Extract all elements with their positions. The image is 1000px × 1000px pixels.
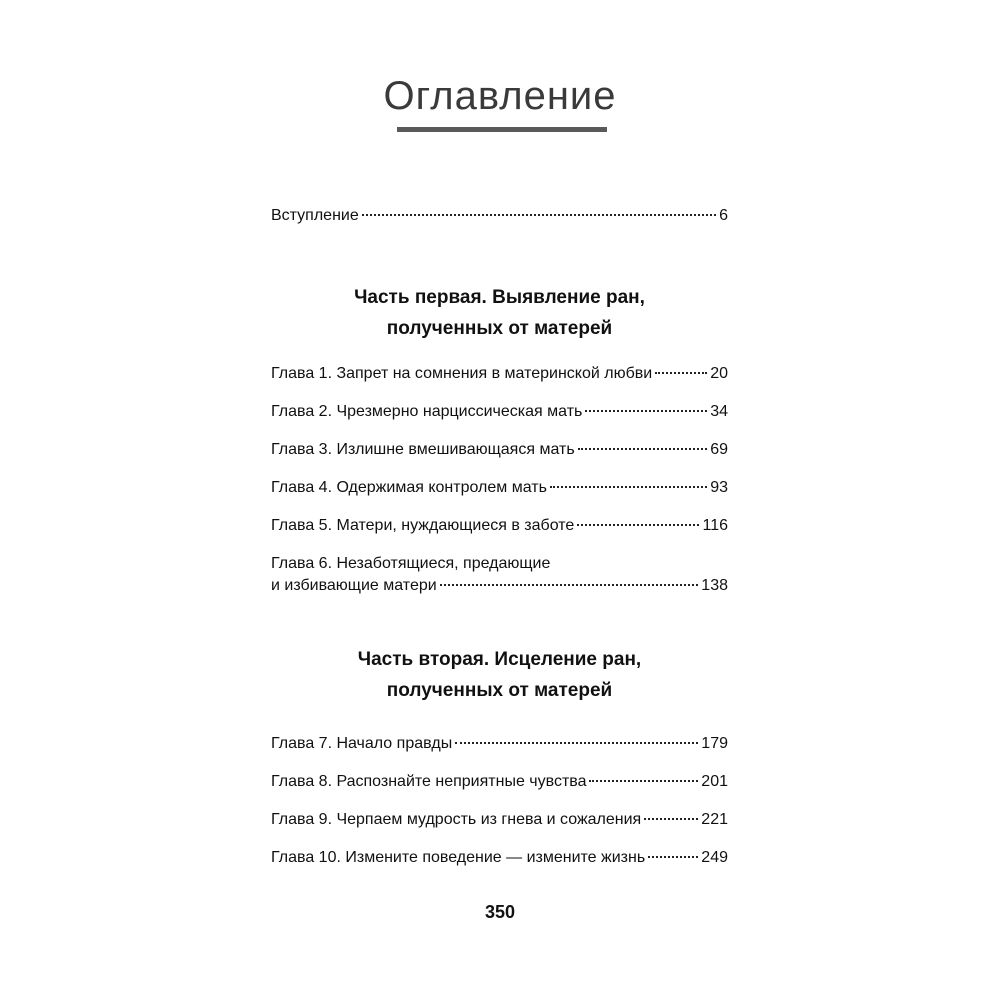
toc-entry-page: 93 — [710, 479, 728, 496]
part-two-title-line-1: Часть вторая. Исцеление ран, — [357, 649, 642, 670]
toc-entry-title: Глава 10. Измените поведение — измените жизнь — [271, 849, 646, 866]
toc-entry-chapter-5[interactable] — [271, 515, 728, 537]
toc-entry-page: 179 — [701, 735, 728, 752]
toc-entry-page: 69 — [710, 441, 728, 458]
dot-leader — [550, 486, 707, 488]
toc-entry-chapter-9[interactable] — [271, 809, 728, 831]
toc-entry-page: 201 — [701, 773, 728, 790]
table-of-contents — [271, 205, 728, 869]
toc-entry-title: Глава 5. Матери, нуждающиеся в заботе — [271, 517, 575, 534]
dot-leader — [455, 742, 698, 744]
toc-entry-page: 6 — [719, 207, 728, 224]
dot-leader — [655, 372, 707, 374]
toc-entry-chapter-7[interactable] — [271, 733, 728, 755]
dot-leader — [585, 410, 707, 412]
toc-entry-intro[interactable] — [271, 205, 728, 227]
toc-entry-page: 138 — [701, 577, 728, 594]
toc-entry-chapter-6[interactable] — [271, 553, 728, 597]
part-one-title-line-2: полученных от матерей — [386, 318, 613, 339]
part-one-title-line-1: Часть первая. Выявление ран, — [354, 287, 645, 308]
toc-entry-chapter-2[interactable] — [271, 401, 728, 423]
toc-entry-title: Глава 7. Начало правды — [271, 735, 453, 752]
part-one-heading — [271, 282, 728, 344]
toc-entry-page: 20 — [710, 365, 728, 382]
toc-entry-title: Вступление — [271, 207, 359, 224]
toc-entry-chapter-1[interactable] — [271, 363, 728, 385]
page-title: Оглавление — [383, 74, 617, 118]
toc-entry-chapter-3[interactable] — [271, 439, 728, 461]
dot-leader — [578, 448, 708, 450]
part-two-title-line-2: полученных от матерей — [386, 680, 613, 701]
toc-entry-title: Глава 8. Распознайте неприятные чувства — [271, 773, 587, 790]
dot-leader — [440, 584, 699, 586]
toc-entry-page: 116 — [702, 517, 728, 534]
toc-entry-title: Глава 1. Запрет на сомнения в материнской любви — [271, 365, 653, 382]
toc-entry-title-line-1: Глава 6. Незаботящиеся, предающие — [271, 555, 551, 572]
toc-entry-title: Глава 3. Излишне вмешивающаяся мать — [271, 441, 575, 458]
part-two-heading — [271, 644, 728, 706]
toc-entry-page: 34 — [710, 403, 728, 420]
toc-entry-chapter-8[interactable] — [271, 771, 728, 793]
toc-entry-chapter-4[interactable] — [271, 477, 728, 499]
toc-entry-title: Глава 4. Одержимая контролем мать — [271, 479, 547, 496]
toc-entry-title: Глава 2. Чрезмерно нарциссическая мать — [271, 403, 583, 420]
title-underline — [397, 127, 607, 132]
toc-entry-page: 221 — [701, 811, 728, 828]
toc-entry-title-line-2: и избивающие матери — [271, 577, 437, 594]
dot-leader — [362, 214, 716, 216]
dot-leader — [644, 818, 698, 820]
dot-leader — [648, 856, 698, 858]
toc-entry-title: Глава 9. Черпаем мудрость из гнева и сожаления — [271, 811, 642, 828]
page-number: 350 — [484, 902, 516, 922]
dot-leader — [589, 780, 698, 782]
toc-entry-chapter-10[interactable] — [271, 847, 728, 869]
dot-leader — [577, 524, 699, 526]
toc-entry-page: 249 — [701, 849, 728, 866]
